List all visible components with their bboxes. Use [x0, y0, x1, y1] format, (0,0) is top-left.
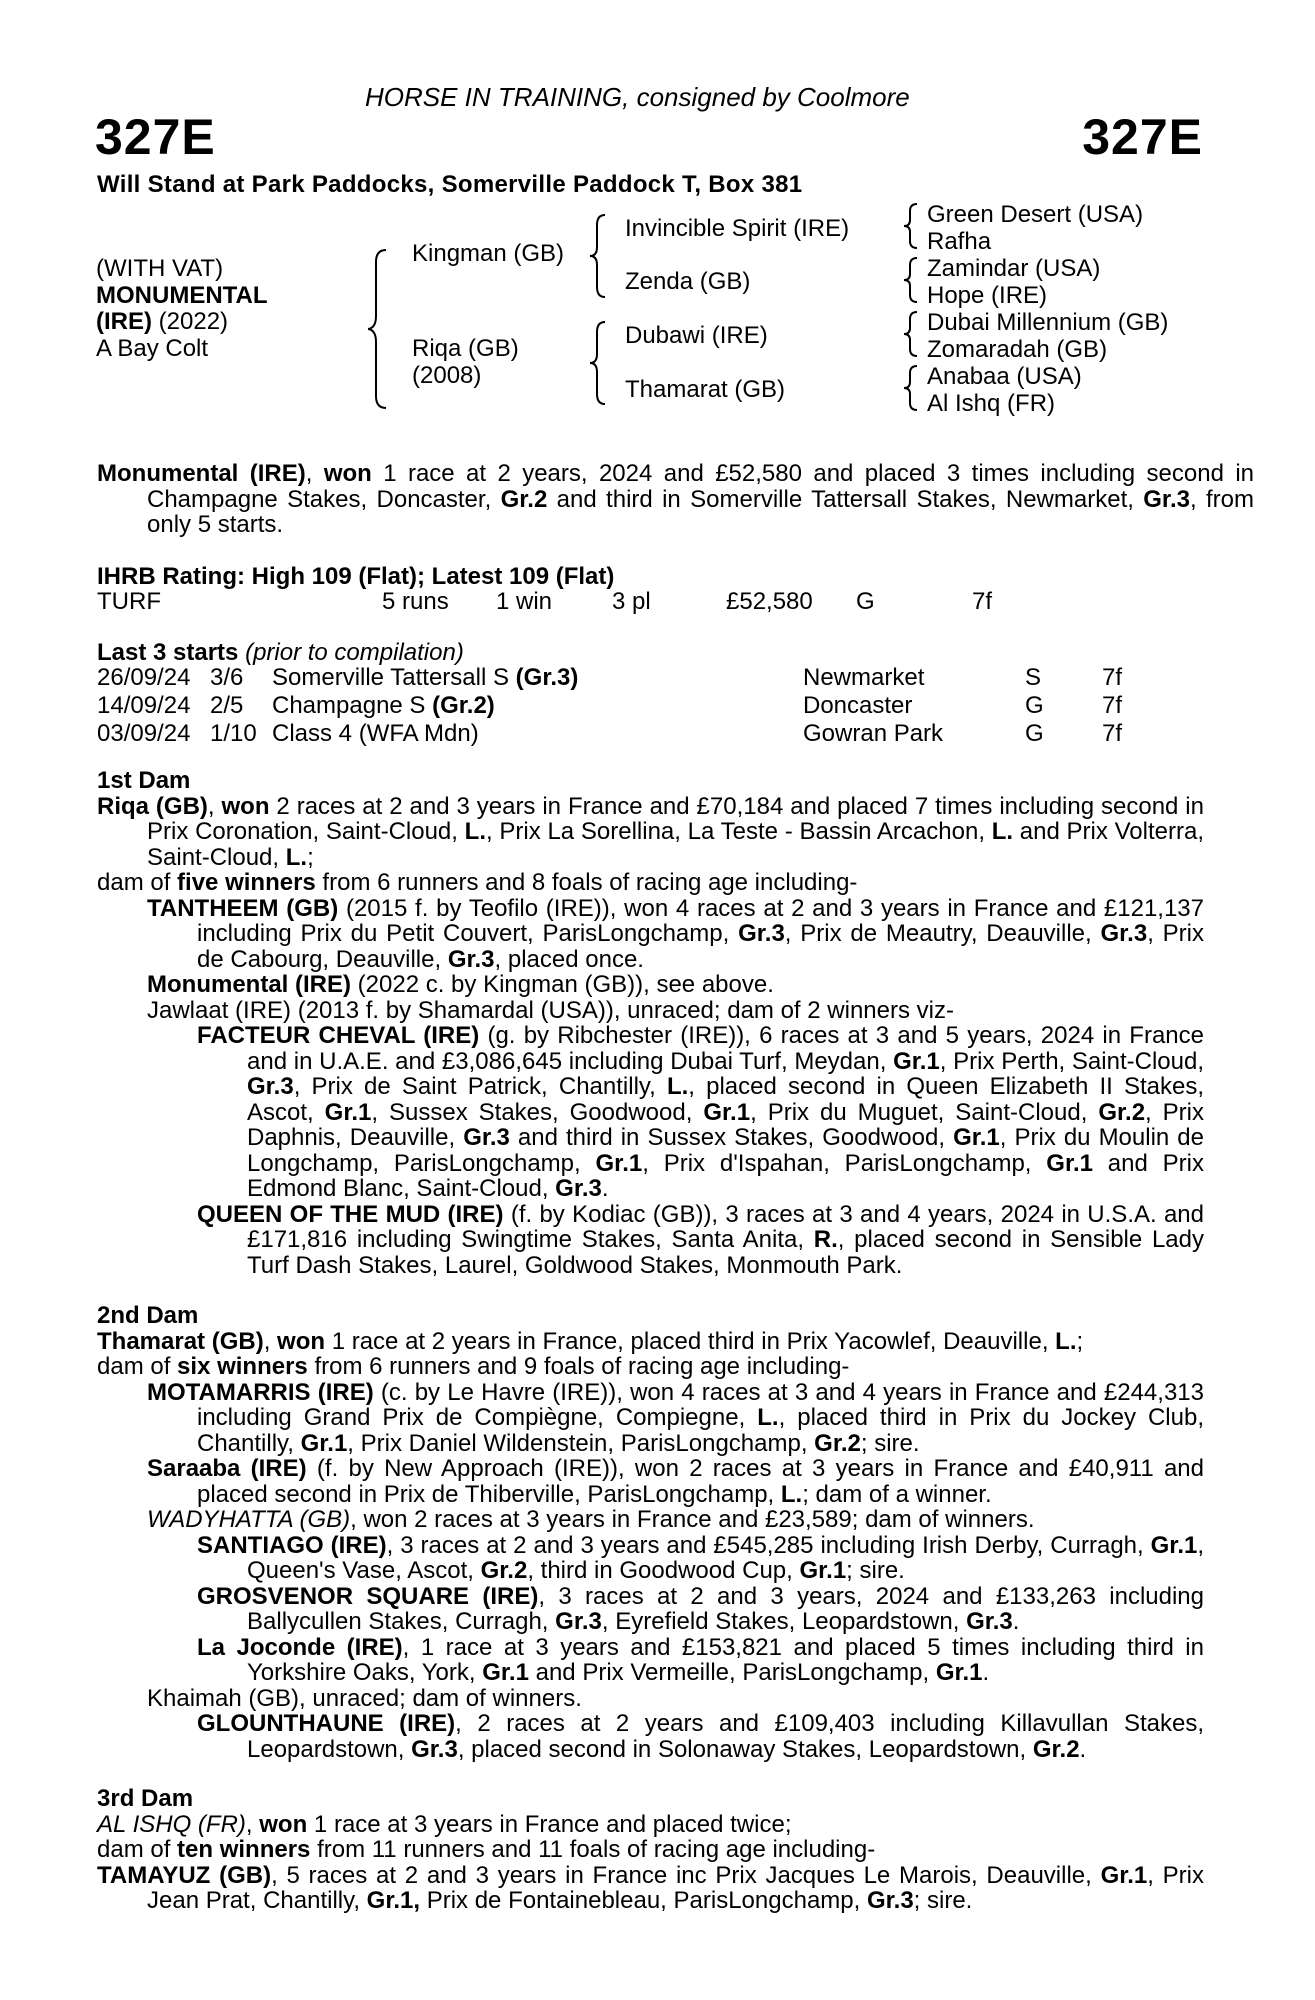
- pedigree-dam-dam: Thamarat (GB): [625, 376, 786, 403]
- list-item: Jawlaat (IRE) (2013 f. by Shamardal (USA)), unraced; dam of 2 winners viz-: [147, 996, 954, 1024]
- pedigree-sire: Kingman (GB): [412, 240, 565, 267]
- pedigree-brace-dd: [904, 364, 920, 412]
- consignor-line: HORSE IN TRAINING, consigned by Coolmore: [365, 82, 910, 112]
- third-dam-heading: 3rd Dam: [97, 1785, 194, 1812]
- pedigree-dam-sire: Dubawi (IRE): [625, 322, 768, 349]
- pedigree-brace-sire: [590, 213, 608, 299]
- pedigree-sss: Green Desert (USA): [927, 201, 1144, 228]
- list-item: La Joconde (IRE), 1 race at 3 years and £153,821 and placed 5 times including third in Yorkshire Oaks, York, Gr.1 and Prix Vermeille, ParisLongchamp, Gr.1.: [197, 1633, 1204, 1686]
- second-dam-section: [97, 1303, 1204, 1762]
- table-row: 14/09/24 2/5 Champagne S (Gr.2) Doncaster G 7f: [97, 692, 1123, 719]
- stand-location: Will Stand at Park Paddocks, Somerville Paddock T, Box 381: [97, 171, 803, 198]
- list-item: QUEEN OF THE MUD (IRE) (f. by Kodiac (GB)), 3 races at 3 and 4 years, 2024 in U.S.A. and £171,816 including Swingtime Stakes, Santa Anita, R., placed second in Sensible Lady Turf Dash Stakes, Laurel, Goldwood Stakes, Monmouth Park.: [197, 1200, 1205, 1279]
- list-item: GLOUNTHAUNE (IRE), 2 races at 2 years and £109,403 including Killavullan Stakes, Leopardstown, Gr.3, placed second in Solonaway Stakes, Leopardstown, Gr.2.: [197, 1710, 1204, 1763]
- pedigree-brace-sd: [904, 256, 920, 304]
- pedigree-brace-dam: [590, 320, 608, 406]
- rating-surface: TURF: [97, 588, 161, 615]
- pedigree-brace-ss: [904, 202, 920, 250]
- first-dam-heading: 1st Dam: [97, 767, 191, 794]
- pedigree-dds: Anabaa (USA): [927, 363, 1082, 390]
- pedigree-sds: Zamindar (USA): [927, 255, 1101, 282]
- table-row: 03/09/24 1/10 Class 4 (WFA Mdn) Gowran Park G 7f: [97, 720, 1123, 747]
- pedigree-sdd: Hope (IRE): [927, 282, 1048, 309]
- list-item: Monumental (IRE) (2022 c. by Kingman (GB)), see above.: [147, 971, 774, 998]
- rating-going: G: [856, 588, 875, 615]
- second-dam-heading: 2nd Dam: [97, 1302, 199, 1329]
- list-item: Khaimah (GB), unraced; dam of winners.: [147, 1684, 582, 1712]
- list-item: SANTIAGO (IRE), 3 races at 2 and 3 years and £545,285 including Irish Derby, Curragh, Gr.1, Queen's Vase, Ascot, Gr.2, third in Goodwood Cup, Gr.1; sire.: [197, 1531, 1205, 1584]
- pedigree-ddd: Al Ishq (FR): [927, 390, 1056, 417]
- horse-name-suffix: (IRE) (2022): [96, 308, 229, 335]
- horse-identity: [96, 256, 268, 362]
- rating-runs: 5 runs: [382, 588, 449, 615]
- second-dam-produce: dam of six winners from 6 runners and 9 foals of racing age including-: [97, 1353, 850, 1380]
- last-starts-heading: Last 3 starts (prior to compilation): [97, 639, 464, 666]
- pedigree-dss: Dubai Millennium (GB): [927, 309, 1169, 336]
- list-item: MOTAMARRIS (IRE) (c. by Le Havre (IRE)), won 4 races at 3 and 4 years in France and £244,313 including Grand Prix de Compiègne, Compiegne, L., placed third in Prix du Jockey Club, Chantilly, Gr.1, Prix Daniel Wildenstein, ParisLongchamp, Gr.2; sire.: [147, 1378, 1205, 1457]
- rating-placed: 3 pl: [612, 588, 651, 615]
- pedigree-brace-ds: [904, 310, 920, 358]
- rating-wins: 1 win: [496, 588, 553, 615]
- table-row: 26/09/24 3/6 Somerville Tattersall S (Gr.3) Newmarket S 7f: [97, 664, 1123, 691]
- horse-name: MONUMENTAL: [96, 281, 268, 309]
- last-starts-table: [97, 664, 1122, 748]
- pedigree-dam-year: (2008): [412, 362, 482, 389]
- third-dam-record: AL ISHQ (FR), won 1 race at 3 years in France and placed twice;: [97, 1810, 792, 1838]
- second-dam-record: Thamarat (GB), won 1 race at 2 years in France, placed third in Prix Yacowlef, Deauville, L.;: [97, 1327, 1084, 1355]
- list-item: Saraaba (IRE) (f. by New Approach (IRE)), won 2 races at 3 years in France and £40,911 and placed second in Prix de Thiberville, ParisLongchamp, L.; dam of a winner.: [147, 1455, 1204, 1508]
- horse-description: A Bay Colt: [96, 334, 209, 362]
- list-item: WADYHATTA (GB), won 2 races at 3 years in France and £23,589; dam of winners.: [147, 1506, 1035, 1533]
- pedigree-sire-dam: Zenda (GB): [625, 268, 751, 295]
- list-item: TAMAYUZ (GB), 5 races at 2 and 3 years in France inc Prix Jacques Le Marois, Deauville, Gr.1, Prix Jean Prat, Chantilly, Gr.1, Prix de Fontainebleau, ParisLongchamp, Gr.3; sire.: [97, 1861, 1205, 1914]
- pedigree-brace-main: [368, 248, 390, 410]
- first-dam-produce: dam of five winners from 6 runners and 8 foals of racing age including-: [97, 869, 858, 896]
- pedigree-dsd: Zomaradah (GB): [927, 336, 1108, 363]
- third-dam-section: [97, 1786, 1204, 1914]
- first-dam-section: [97, 768, 1204, 1278]
- vat-note: (WITH VAT): [96, 255, 224, 282]
- lot-number-right: 327E: [1082, 109, 1203, 165]
- first-dam-record: Riqa (GB), won 2 races at 2 and 3 years in France and £70,184 and placed 7 times including second in Prix Coronation, Saint-Cloud, L., Prix La Sorellina, La Teste - Bassin Arcachon, L. and Prix Volterra, Saint-Cloud, L.;: [97, 792, 1204, 871]
- pedigree-dam: Riqa (GB): [412, 335, 519, 362]
- list-item: GROSVENOR SQUARE (IRE), 3 races at 2 and 3 years, 2024 and £133,263 including Ballycullen Stakes, Curragh, Gr.3, Eyrefield Stakes, Leopardstown, Gr.3.: [197, 1582, 1204, 1635]
- rating-heading: IHRB Rating: High 109 (Flat); Latest 109 (Flat): [97, 563, 615, 590]
- race-summary: Monumental (IRE), won 1 race at 2 years, 2024 and £52,580 and placed 3 times including second in Champagne Stakes, Doncaster, Gr.2 and third in Somerville Tattersall Stakes, Newmarket, Gr.3, from only 5 starts.: [97, 460, 1255, 538]
- list-item: TANTHEEM (GB) (2015 f. by Teofilo (IRE)), won 4 races at 2 and 3 years in France and £121,137 including Prix du Petit Couvert, ParisLongchamp, Gr.3, Prix de Meautry, Deauville, Gr.3, Prix de Cabourg, Deauville, Gr.3, placed once.: [147, 894, 1204, 973]
- third-dam-produce: dam of ten winners from 11 runners and 11 foals of racing age including-: [97, 1836, 876, 1863]
- pedigree-ssd: Rafha: [927, 228, 992, 255]
- pedigree-sire-sire: Invincible Spirit (IRE): [625, 215, 850, 242]
- rating-distance: 7f: [972, 588, 993, 615]
- lot-number-left: 327E: [95, 109, 216, 165]
- list-item: FACTEUR CHEVAL (IRE) (g. by Ribchester (IRE)), 6 races at 3 and 5 years, 2024 in France and in U.A.E. and £3,086,645 including Dubai Turf, Meydan, Gr.1, Prix Perth, Saint-Cloud, Gr.3, Prix de Saint Patrick, Chantilly, L., placed second in Queen Elizabeth II Stakes, Ascot, Gr.1, Sussex Stakes, Goodwood, Gr.1, Prix du Muguet, Saint-Cloud, Gr.2, Prix Daphnis, Deauville, Gr.3 and third in Sussex Stakes, Goodwood, Gr.1, Prix du Moulin de Longchamp, ParisLongchamp, Gr.1, Prix d'Ispahan, ParisLongchamp, Gr.1 and Prix Edmond Blanc, Saint-Cloud, Gr.3.: [197, 1022, 1205, 1202]
- rating-earnings: £52,580: [726, 588, 813, 615]
